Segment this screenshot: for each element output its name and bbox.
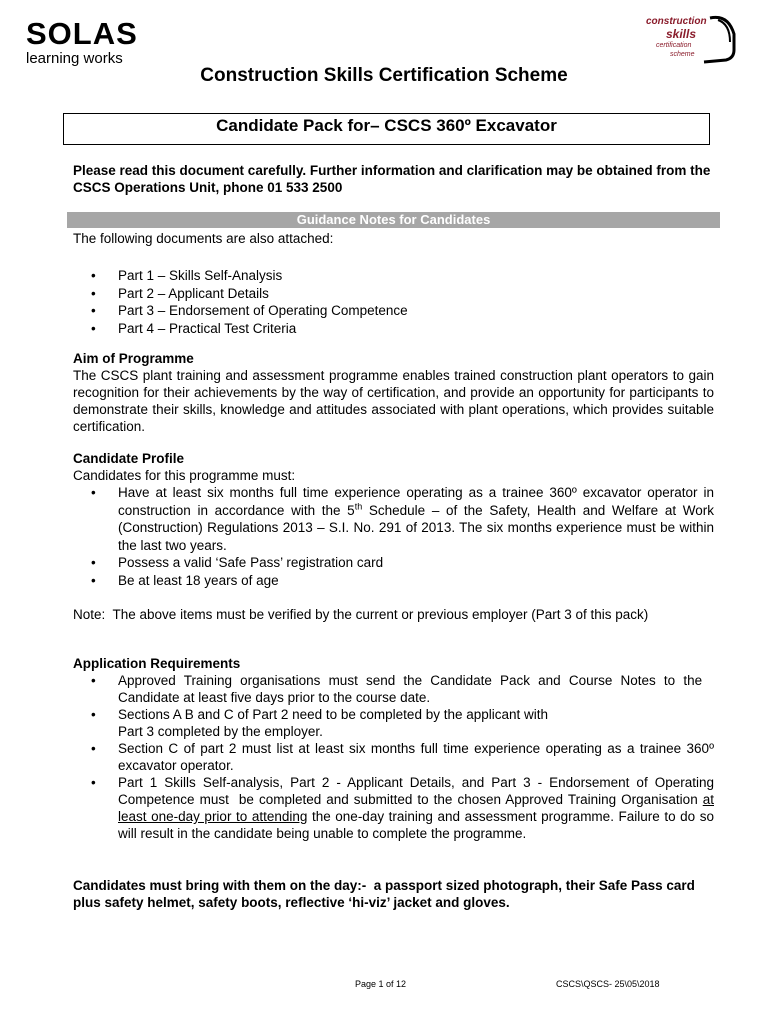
list-item: • Section C of part 2 must list at least six months full time experience operating as a trainee 360º excavator operator.: [73, 740, 714, 774]
page-title: Construction Skills Certification Scheme: [200, 65, 568, 86]
solas-logo: SOLAS: [26, 16, 138, 51]
profile-list: [73, 484, 714, 589]
document-reference: CSCS\QSCS- 25\05\2018: [556, 979, 660, 989]
profile-lead: Candidates for this programme must:: [73, 468, 296, 483]
cscs-logo-line-1: construction: [646, 16, 707, 27]
guidance-heading: Guidance Notes for Candidates: [67, 212, 720, 228]
list-item: • Part 2 – Applicant Details: [73, 285, 723, 303]
list-item: • Approved Training organisations must send the Candidate Pack and Course Notes to the Candidate at least five days prior to the course date.: [73, 672, 714, 706]
pack-title: Candidate Pack for– CSCS 360º Excavator: [216, 116, 557, 135]
profile-item-1-sup: th: [354, 501, 363, 511]
guidance-lead: The following documents are also attached:: [73, 231, 334, 246]
aim-section: [73, 350, 714, 435]
cscs-logo: [640, 10, 740, 70]
page-number: Page 1 of 12: [355, 979, 407, 989]
list-item: • Part 3 – Endorsement of Operating Competence: [73, 302, 723, 320]
intro-text: Please read this document carefully. Further information and clarification may be obtained from the CSCS Operations Unit, phone 01 533 2500: [73, 163, 711, 195]
profile-item-1-part-b: Schedule – of the Safety, Health and Welfare at Work (Construction) Regulations 2013 – S.I. No. 291 of 2013. The six months experience must be within the last two years.: [118, 502, 714, 553]
profile-item-1-part-a: Have at least six months full time experience operating as a trainee 360º excavator operator in construction in accordance with the 5: [118, 485, 714, 518]
list-item: • Part 1 – Skills Self-Analysis: [73, 267, 723, 285]
guidance-section: [73, 230, 723, 338]
aim-heading: Aim of Programme: [73, 351, 194, 366]
application-item-4-part-b: the one-day training and assessment programme. Failure to do so will result in the candidate being unable to complete the programme.: [118, 809, 714, 841]
application-list: [73, 672, 714, 842]
cscs-logo-line-4: scheme: [670, 51, 695, 58]
application-heading: Application Requirements: [73, 656, 241, 671]
list-item: • Part 4 – Practical Test Criteria: [73, 320, 723, 338]
list-item: • Be at least 18 years of age: [73, 572, 714, 590]
list-item: [73, 774, 714, 842]
profile-heading: Candidate Profile: [73, 451, 185, 466]
bring-notice: Candidates must bring with them on the day:- a passport sized photograph, their Safe Pass card plus safety helmet, safety boots, reflective ‘hi-viz’ jacket and gloves.: [73, 878, 695, 910]
list-item: • Possess a valid ‘Safe Pass’ registration card: [73, 554, 714, 572]
profile-section: [73, 450, 714, 623]
solas-tagline: learning works: [26, 50, 123, 67]
list-item: [73, 706, 714, 740]
cscs-logo-line-3: certification: [656, 42, 692, 49]
attachments-list: [73, 267, 723, 338]
application-item-2-line-1: • Sections A B and C of Part 2 need to be completed by the applicant with: [118, 707, 549, 722]
application-item-4-underlined: at least one-day prior to attending: [118, 792, 714, 824]
application-item-2-line-2: Part 3 completed by the employer.: [118, 724, 323, 739]
cscs-logo-line-2: skills: [666, 27, 697, 41]
list-item: [73, 484, 714, 554]
application-item-4-part-a: Part 1 Skills Self-analysis, Part 2 - Applicant Details, and Part 3 - Endorsement of Operating Competence must be completed and submitted to the chosen Approved Training Organisation: [118, 775, 714, 807]
aim-body: The CSCS plant training and assessment programme enables trained construction plant operators to gain recognition for their achievements by the way of certification, and provide an opportunity for participants to demonstrate their skills, knowledge and attitudes associated with plant operations, which provides suitable certification.: [73, 368, 714, 434]
profile-note: Note: The above items must be verified by the current or previous employer (Part 3 of this pack): [73, 607, 649, 622]
application-section: [73, 655, 714, 842]
